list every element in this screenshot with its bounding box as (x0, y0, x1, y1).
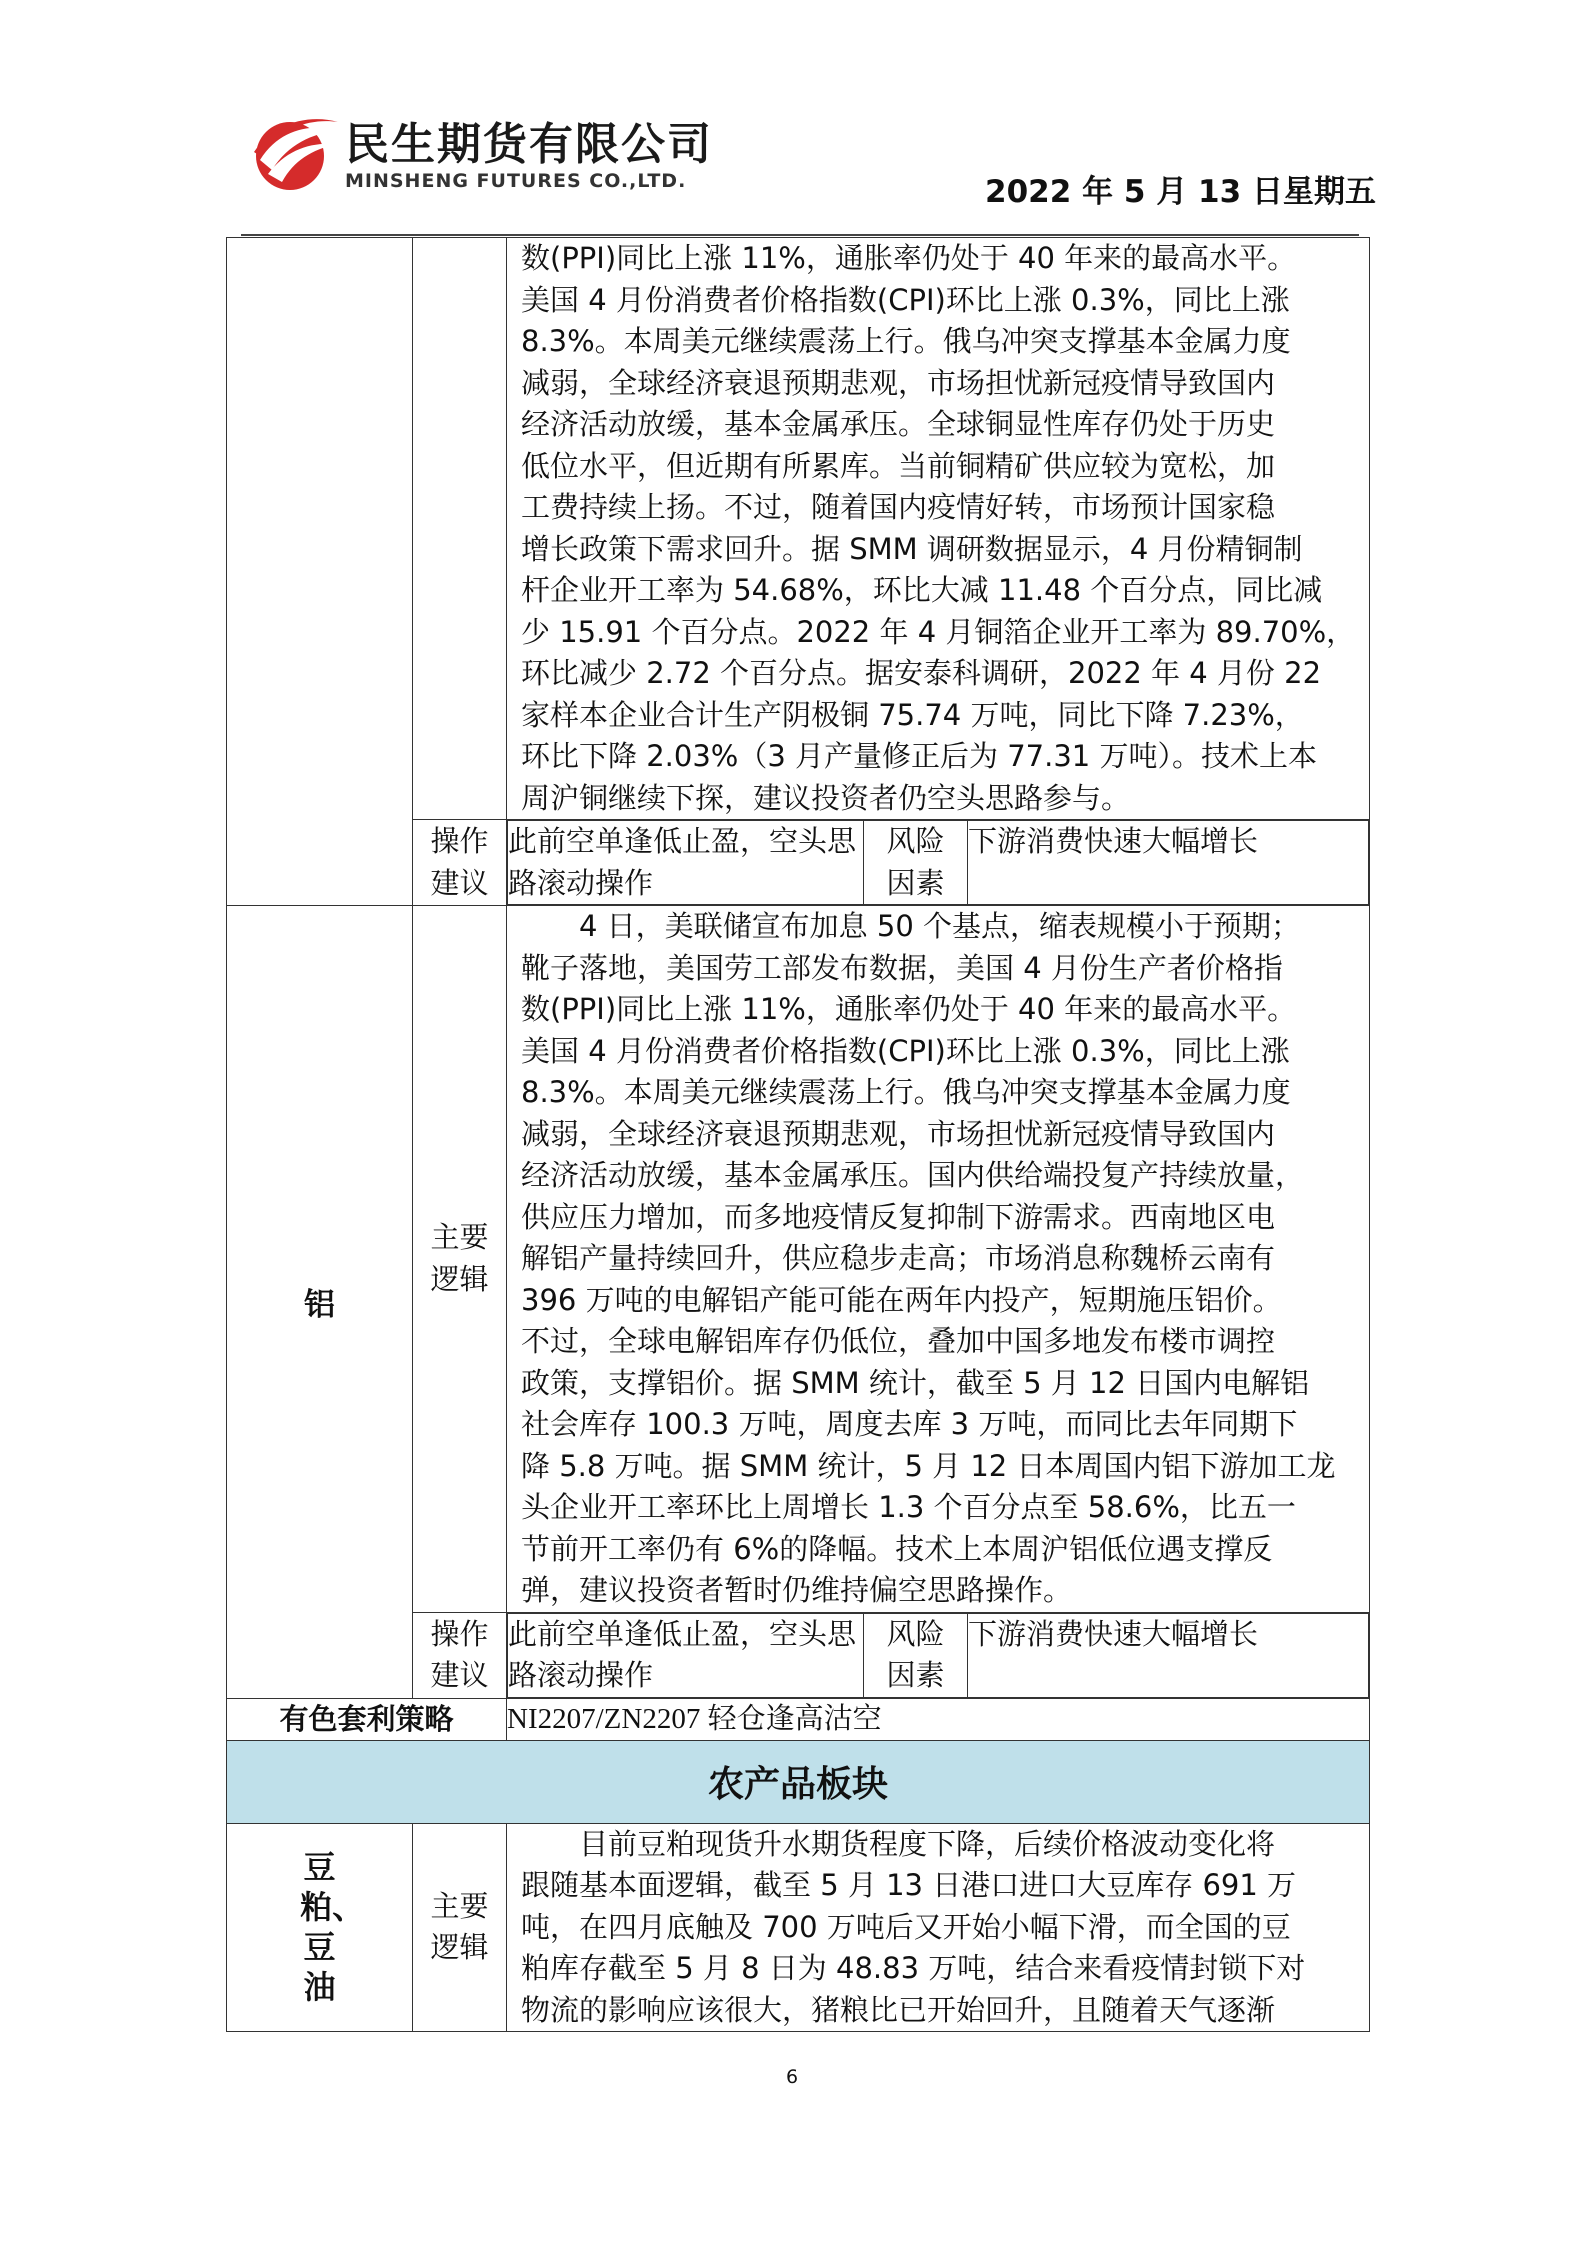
aluminum-risk-label: 风险因素 (864, 1613, 968, 1697)
text-line: 8.3%。本周美元继续震荡上行。俄乌冲突支撑基本金属力度 (521, 324, 1291, 358)
minsheng-swoosh-logo-icon (250, 108, 340, 198)
arbitrage-label: 有色套利策略 (227, 1698, 507, 1740)
page-header (0, 0, 1588, 240)
text-line: 物流的影响应该很大，猪粮比已开始回升，且随着天气逐渐 (521, 1992, 1276, 2027)
aluminum-logic-label: 主要逻辑 (413, 906, 507, 1613)
text-line: 增长政策下需求回升。据 SMM 调研数据显示，4 月份精铜制 (521, 531, 1303, 566)
aluminum-logic-row (227, 906, 1370, 1613)
soy-logic-label: 主要逻辑 (413, 1823, 507, 2032)
aluminum-category-cell (227, 906, 413, 1699)
text-line: 杆企业开工率为 54.68%，环比大减 11.48 个百分点，同比减 (521, 573, 1323, 607)
text-line: 跟随基本面逻辑，截至 5 月 13 日港口进口大豆库存 691 万 (521, 1868, 1297, 1902)
aluminum-op-text: 此前空单逢低止盈，空头思路滚动操作 (508, 1613, 864, 1697)
copper-risk-label: 风险因素 (864, 821, 968, 905)
copper-logic-label-cell (413, 238, 507, 820)
text-line: 经济活动放缓，基本金属承压。全球铜显性库存仍处于历史 (521, 407, 1276, 441)
text-line: 吨，在四月底触及 700 万吨后又开始小幅下滑，而全国的豆 (521, 1909, 1291, 1944)
text-line: 数(PPI)同比上涨 11%，通胀率仍处于 40 年来的最高水平。 (521, 241, 1297, 275)
soy-logic-cell (507, 1823, 1370, 2032)
commodity-table (226, 237, 1370, 2032)
copper-logic-row (227, 238, 1370, 820)
text-line: 396 万吨的电解铝产能可能在两年内投产，短期施压铝价。 (521, 1282, 1282, 1317)
text-line: 少 15.91 个百分点。2022 年 4 月铜箔企业开工率为 89.70%， (521, 614, 1356, 649)
aluminum-name: 铝 (304, 1287, 335, 1324)
soy-category-cell (227, 1823, 413, 2032)
text-line: 环比下降 2.03%（3 月产量修正后为 77.31 万吨）。技术上本 (521, 739, 1317, 773)
copper-op-text: 此前空单逢低止盈，空头思路滚动操作 (508, 821, 864, 905)
header-divider (241, 234, 1359, 236)
copper-category-cell (227, 238, 413, 906)
copper-op-label: 操作建议 (413, 820, 507, 906)
text-line: 周沪铜继续下探，建议投资者仍空头思路参与。 (521, 780, 1131, 815)
report-date: 2022 年 5 月 13 日星期五 (985, 174, 1376, 210)
text-line: 环比减少 2.72 个百分点。据安泰科调研，2022 年 4 月份 22 (521, 656, 1322, 690)
text-line: 家样本企业合计生产阴极铜 75.74 万吨，同比下降 7.23%， (521, 697, 1304, 732)
text-line: 数(PPI)同比上涨 11%，通胀率仍处于 40 年来的最高水平。 (521, 992, 1297, 1026)
text-line: 工费持续上扬。不过，随着国内疫情好转，市场预计国家稳 (521, 490, 1276, 524)
text-line: 减弱，全球经济衰退预期悲观，市场担忧新冠疫情导致国内 (521, 365, 1276, 400)
text-line: 头企业开工率环比上周增长 1.3 个百分点至 58.6%，比五一 (521, 1490, 1296, 1524)
text-line: 8.3%。本周美元继续震荡上行。俄乌冲突支撑基本金属力度 (521, 1075, 1291, 1109)
agri-section-row (227, 1740, 1370, 1823)
aluminum-op-label: 操作建议 (413, 1612, 507, 1698)
company-name-en: MINSHENG FUTURES CO.,LTD. (345, 170, 687, 192)
company-name-cn: 民生期货有限公司 (345, 119, 713, 170)
soy-name: 豆粕、豆油 (300, 1848, 365, 2007)
text-line: 降 5.8 万吨。据 SMM 统计，5 月 12 日本周国内铝下游加工龙 (521, 1448, 1336, 1483)
arbitrage-text: NI2207/ZN2207 轻仓逢高沽空 (507, 1698, 1370, 1740)
text-line: 供应压力增加，而多地疫情反复抑制下游需求。西南地区电 (521, 1199, 1276, 1234)
text-line: 弹，建议投资者暂时仍维持偏空思路操作。 (521, 1573, 1073, 1607)
text-line: 美国 4 月份消费者价格指数(CPI)环比上涨 0.3%，同比上涨 (521, 1033, 1290, 1068)
text-line: 4 日，美联储宣布加息 50 个基点，缩表规模小于预期； (579, 909, 1301, 943)
arbitrage-row (227, 1698, 1370, 1740)
text-line: 社会库存 100.3 万吨，周度去库 3 万吨，而同比去年同期下 (521, 1407, 1298, 1441)
text-line: 粕库存截至 5 月 8 日为 48.83 万吨，结合来看疫情封锁下对 (521, 1951, 1306, 1985)
soy-logic-text (507, 1824, 1369, 2032)
aluminum-risk-text: 下游消费快速大幅增长 (968, 1613, 1369, 1697)
company-logo (250, 108, 730, 198)
text-line: 经济活动放缓，基本金属承压。国内供给端投复产持续放量， (521, 1158, 1305, 1192)
copper-risk-text: 下游消费快速大幅增长 (968, 821, 1369, 905)
agri-section-title: 农产品板块 (227, 1740, 1370, 1823)
text-line: 解铝产量持续回升，供应稳步走高；市场消息称魏桥云南有 (521, 1241, 1276, 1275)
soy-logic-row (227, 1823, 1370, 2032)
copper-logic-text (507, 238, 1369, 819)
text-line: 不过，全球电解铝库存仍低位，叠加中国多地发布楼市调控 (521, 1324, 1276, 1358)
text-line: 低位水平，但近期有所累库。当前铜精矿供应较为宽松，加 (521, 448, 1276, 483)
text-line: 美国 4 月份消费者价格指数(CPI)环比上涨 0.3%，同比上涨 (521, 282, 1290, 317)
aluminum-logic-cell (507, 906, 1370, 1613)
aluminum-logic-text (507, 906, 1369, 1612)
text-line: 靴子落地，美国劳工部发布数据，美国 4 月份生产者价格指 (521, 950, 1283, 985)
text-line: 节前开工率仍有 6%的降幅。技术上本周沪铝低位遇支撑反 (521, 1531, 1273, 1566)
text-line: 目前豆粕现货升水期货程度下降，后续价格波动变化将 (579, 1826, 1276, 1861)
text-line: 政策，支撑铝价。据 SMM 统计，截至 5 月 12 日国内电解铝 (521, 1365, 1310, 1400)
copper-logic-cell (507, 238, 1370, 820)
page-number: 6 (786, 2066, 799, 2088)
text-line: 减弱，全球经济衰退预期悲观，市场担忧新冠疫情导致国内 (521, 1116, 1276, 1151)
